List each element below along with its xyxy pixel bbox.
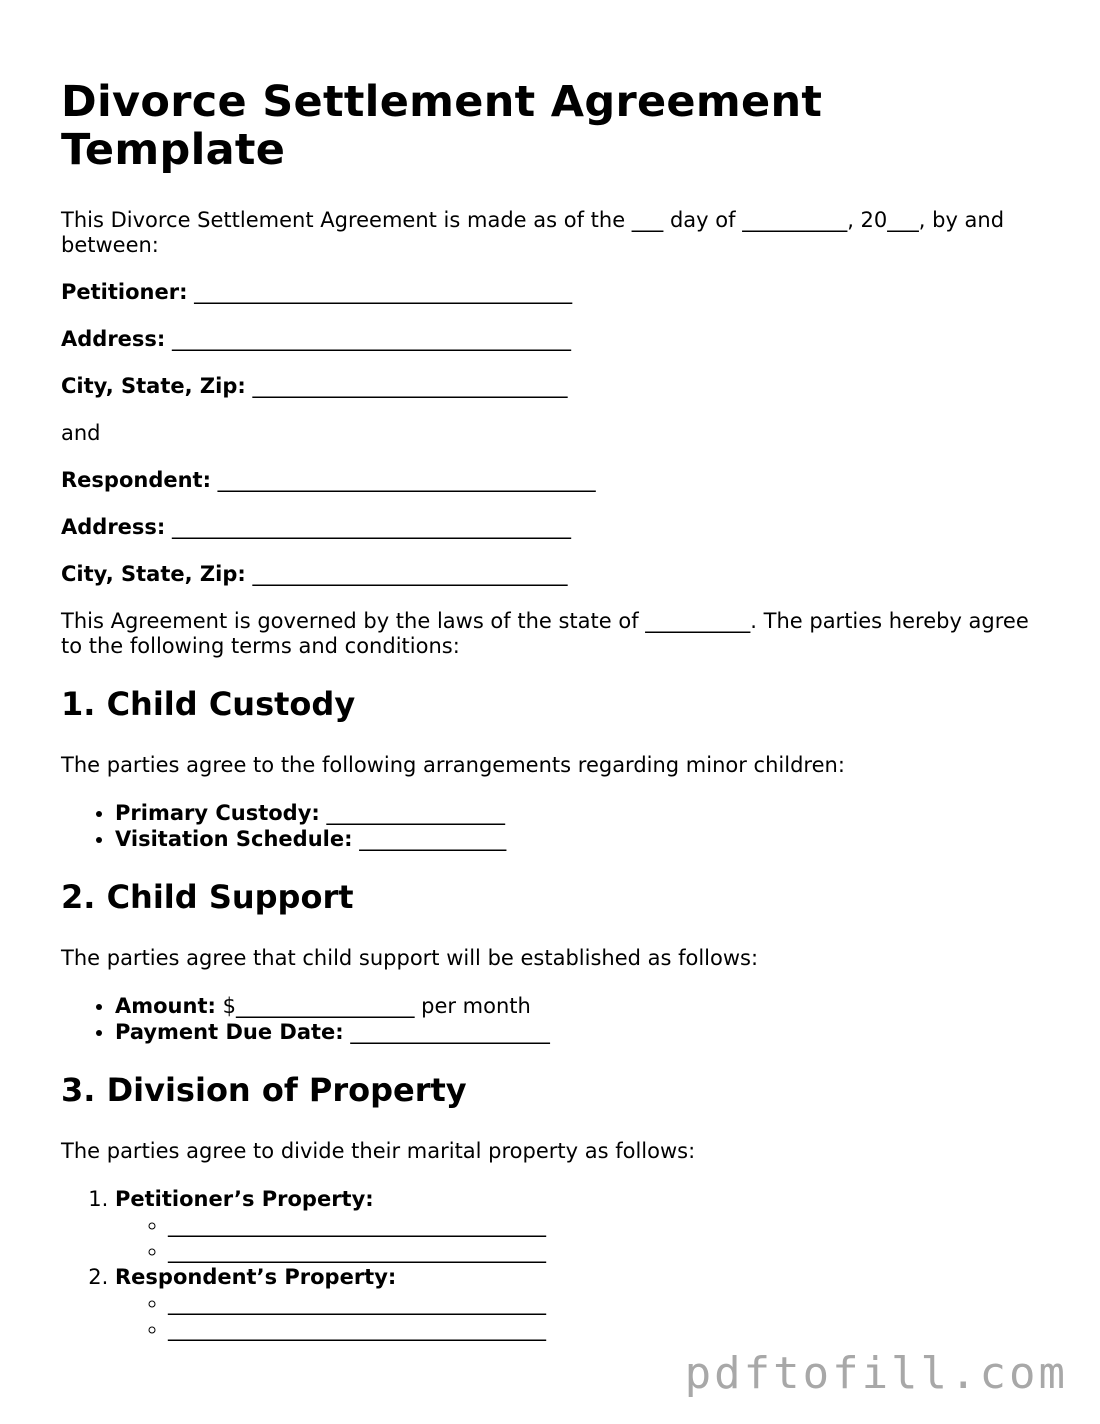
section-heading-child-support: 2. Child Support xyxy=(61,878,354,916)
respondent-name-field[interactable] xyxy=(61,468,1051,493)
blank-line[interactable]: _________________ xyxy=(319,801,505,825)
list-item[interactable] xyxy=(115,800,1051,826)
field-label: Respondent: xyxy=(61,468,211,492)
blank-line[interactable]: ______________________________ xyxy=(252,374,568,398)
list-item xyxy=(115,1264,1051,1342)
section-heading-child-custody: 1. Child Custody xyxy=(61,685,356,723)
field-label: City, State, Zip: xyxy=(61,562,246,586)
item-label: Visitation Schedule: xyxy=(115,827,353,851)
blank-line[interactable]: ______________ xyxy=(352,827,507,851)
document-page xyxy=(61,78,1051,1342)
field-label: City, State, Zip: xyxy=(61,374,246,398)
blank-line[interactable]: ◦ ____________________________________ xyxy=(168,1290,1051,1316)
item-label: Respondent’s Property: xyxy=(115,1265,397,1289)
support-list xyxy=(61,993,1051,1045)
governing-paragraph: This Agreement is governed by the laws of the state of __________. The parties hereby agree to the following terms and conditions: xyxy=(61,609,1029,658)
blank-line[interactable]: ______________________________________ xyxy=(172,327,572,351)
respondent-city-field[interactable] xyxy=(61,562,1051,587)
section-text: The parties agree that child support will be established as follows: xyxy=(61,946,759,970)
intro-paragraph: This Divorce Settlement Agreement is made as of the ___ day of __________, 20___, by and between: xyxy=(61,208,1005,257)
blank-line[interactable]: ◦ ____________________________________ xyxy=(168,1212,1051,1238)
field-label: Petitioner: xyxy=(61,280,188,304)
item-label: Primary Custody: xyxy=(115,801,320,825)
blank-line[interactable]: ◦ ____________________________________ xyxy=(168,1238,1051,1264)
list-item xyxy=(115,1186,1051,1264)
field-label: Address: xyxy=(61,515,166,539)
blank-line[interactable]: ______________________________________ xyxy=(172,515,572,539)
item-label: Petitioner’s Property: xyxy=(115,1187,374,1211)
section-heading-division-of-property: 3. Division of Property xyxy=(61,1071,467,1109)
petitioner-city-field[interactable] xyxy=(61,374,1051,399)
sub-list xyxy=(115,1212,1051,1264)
list-item[interactable] xyxy=(115,826,1051,852)
blank-line[interactable]: ____________________________________ xyxy=(217,468,596,492)
and-text: and xyxy=(61,421,101,445)
item-label: Amount: xyxy=(115,994,216,1018)
blank-line[interactable]: ___________________ xyxy=(343,1020,550,1044)
blank-line[interactable]: ______________________________ xyxy=(252,562,568,586)
section-text: The parties agree to divide their marital property as follows: xyxy=(61,1139,696,1163)
item-label: Payment Due Date: xyxy=(115,1020,344,1044)
petitioner-name-field[interactable] xyxy=(61,280,1051,305)
property-list xyxy=(61,1186,1051,1342)
document-title: Divorce Settlement Agreement Template xyxy=(61,77,823,175)
list-item[interactable] xyxy=(115,993,1051,1019)
blank-line[interactable]: ◦ ____________________________________ xyxy=(168,1316,1051,1342)
watermark: pdftofill.com xyxy=(684,1348,1068,1399)
blank-line[interactable]: ____________________________________ xyxy=(194,280,573,304)
list-item[interactable] xyxy=(115,1019,1051,1045)
respondent-address-field[interactable] xyxy=(61,515,1051,540)
custody-list xyxy=(61,800,1051,852)
field-label: Address: xyxy=(61,327,166,351)
section-text: The parties agree to the following arrangements regarding minor children: xyxy=(61,753,845,777)
petitioner-address-field[interactable] xyxy=(61,327,1051,352)
blank-line[interactable]: $_________________ per month xyxy=(215,994,531,1018)
sub-list xyxy=(115,1290,1051,1342)
